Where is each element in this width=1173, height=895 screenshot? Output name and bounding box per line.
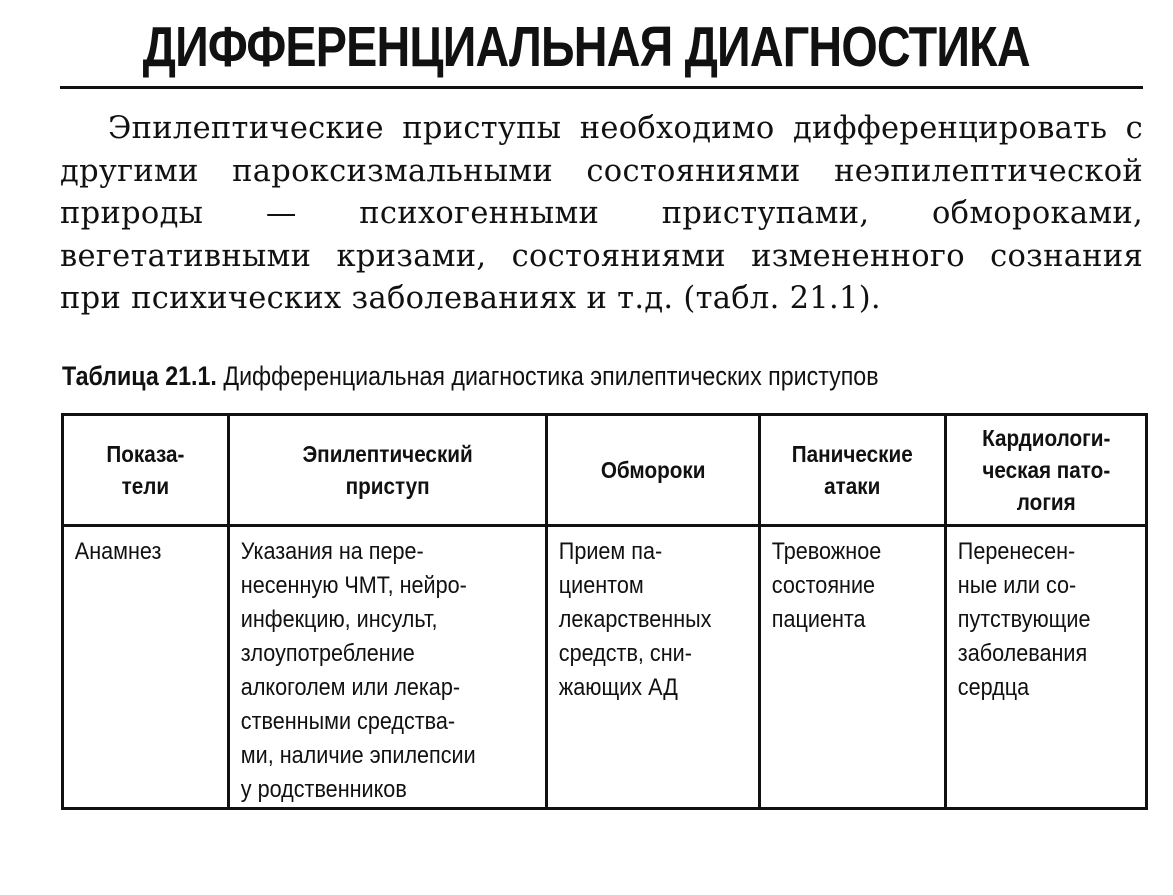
diagnosis-table xyxy=(61,413,1148,810)
intro-paragraph: Эпилептические приступы необходимо дифференцировать с другими пароксизмальными состояниями неэпилептической природы — психогенными приступами, обмороками, вегетативными кризами, состояниями измененного сознания при психических заболеваниях и т.д. (табл. 21.1). xyxy=(60,111,1143,316)
table-cell: Перенесен- ные или со- путствующие заболевания сердца xyxy=(946,526,1147,809)
header-cell-panic-attacks: Панические атаки xyxy=(760,415,946,526)
table-header-row xyxy=(63,415,1147,526)
section-heading: ДИФФЕРЕНЦИАЛЬНАЯ ДИАГНОСТИКА xyxy=(142,15,1030,79)
table-caption-label: Таблица 21.1. xyxy=(62,361,217,391)
table-cell: Указания на пере- несенную ЧМТ, нейро- инфекцию, инсульт, злоупотребление алкоголем или лекар- ственными средства- ми, наличие эпилепсии у родственников xyxy=(229,526,547,809)
table-cell: Тревожное состояние пациента xyxy=(760,526,946,809)
header-cell-cardiac-pathology: Кардиологи- ческая пато- логия xyxy=(946,415,1147,526)
table-row xyxy=(63,526,1147,809)
table-caption-text: Дифференциальная диагностика эпилептических приступов xyxy=(223,361,879,391)
header-cell-epileptic-seizure: Эпилептический приступ xyxy=(229,415,547,526)
table-caption xyxy=(62,360,879,392)
table-cell: Анамнез xyxy=(63,526,229,809)
table-cell: Прием па- циентом лекарственных средств, сни- жающих АД xyxy=(547,526,760,809)
heading-rule xyxy=(60,86,1143,89)
header-cell-syncope: Обмороки xyxy=(547,415,760,526)
header-cell-indicators: Показа- тели xyxy=(63,415,229,526)
